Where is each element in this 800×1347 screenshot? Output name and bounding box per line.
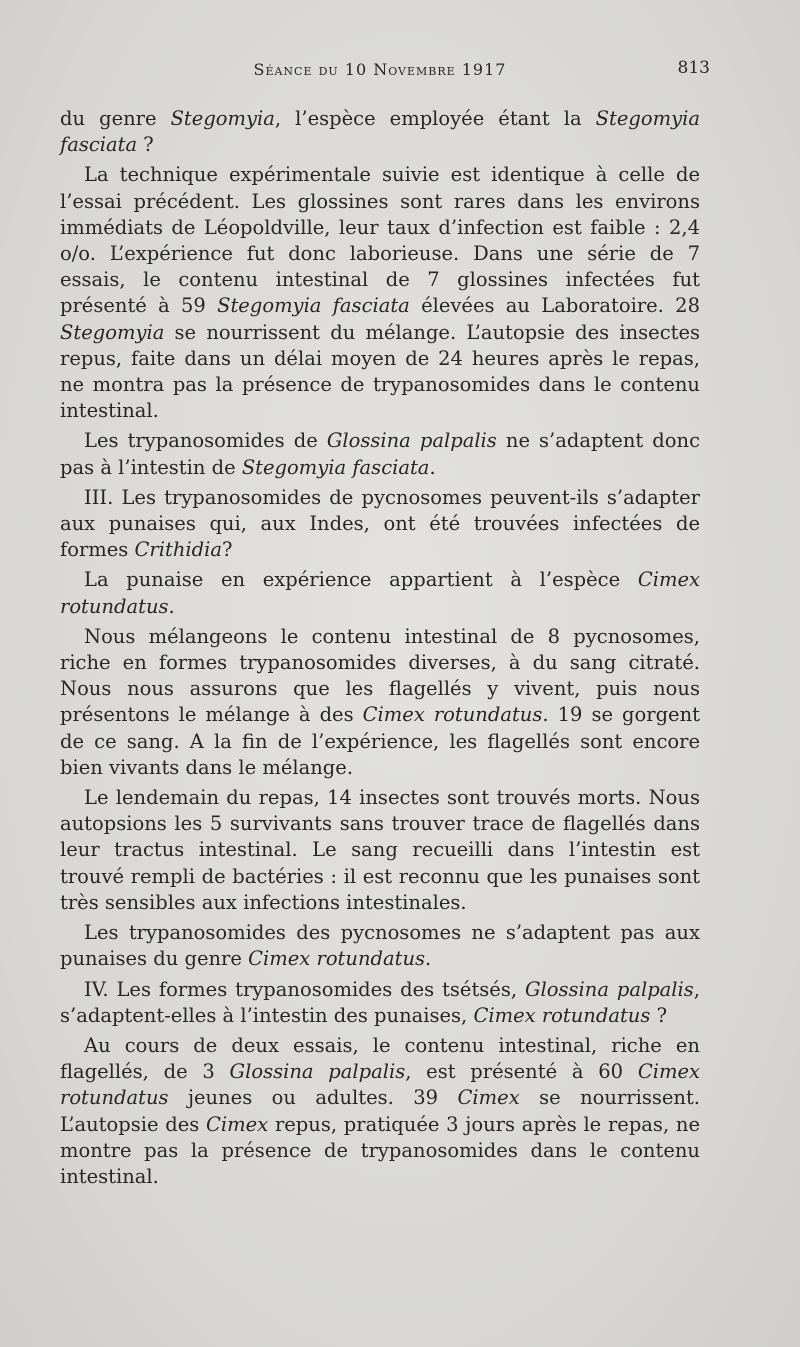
text-run: ne s’adaptent donc pas à l’intestin de [60, 429, 701, 479]
paragraph [60, 485, 700, 564]
paragraph [60, 920, 700, 972]
paragraph [60, 624, 700, 781]
page-header [0, 60, 800, 90]
text-run: jeunes ou adultes. 39 [168, 1086, 458, 1110]
italic-term: Cimex rotundatus [60, 1060, 700, 1110]
text-run: La technique expérimentale suivie est identique à celle de l’essai précédent. Les glossines sont rares dans les environs immédiats de Léopoldville, leur taux d’infection est faible : 2,4 o/o. L’expérience fut donc laborieuse. Dans une série de 7 essais, le contenu intestinal de 7 glossines infectées fut présenté à 59 [60, 163, 700, 318]
text-run: Nous mélangeons le contenu intestinal de 8 pycnosomes, riche en formes trypanosomides diverses, à du sang citraté. Nous nous assurons que les flagellés y vivent, puis nous présentons le mélange à des [60, 624, 700, 727]
text-run: Les trypanosomides de [84, 429, 327, 453]
italic-term: Glossina palpalis [524, 977, 694, 1001]
text-run: repus, pratiquée 3 jours après le repas, ne montre pas la présence de trypanosomides dans le contenu intestinal. [60, 1112, 700, 1188]
italic-term: Cimex rotundatus [60, 568, 700, 618]
text-run: , s’adaptent-elles à l’intestin des punaises, [60, 977, 700, 1027]
paragraph [60, 162, 700, 424]
text-run: élevées au Laboratoire. 28 [409, 294, 700, 318]
italic-term: Stegomyia fasciata [60, 107, 700, 157]
text-run: . [429, 455, 436, 479]
text-run: Les trypanosomides des pycnosomes ne s’adaptent pas aux punaises du genre [60, 921, 700, 971]
text-run: La punaise en expérience appartient à l’espèce [84, 568, 638, 592]
italic-term: Crithidia [134, 538, 222, 562]
text-run: ? [137, 133, 154, 157]
italic-term: Cimex rotundatus [248, 947, 426, 971]
italic-term: Stegomyia [170, 107, 275, 130]
text-run: Le lendemain du repas, 14 insectes sont trouvés morts. Nous autopsions les 5 survivants sans trouver trace de flagellés dans leur tractus intestinal. Le sang recueilli dans l’intestin est trouvé rempli de bactéries : il est reconnu que les punaises sont très sensibles aux infections intestinales. [60, 786, 700, 914]
paragraph [60, 785, 700, 916]
text-run: . [168, 594, 175, 618]
paragraph [60, 428, 700, 480]
body-text [60, 106, 700, 1194]
italic-term: Cimex rotundatus [473, 1003, 651, 1027]
text-run: Au cours de deux essais, le contenu intestinal, riche en flagellés, de 3 [60, 1033, 700, 1084]
italic-term: Cimex [457, 1086, 520, 1110]
italic-term: Stegomyia fasciata [217, 294, 410, 318]
text-run: se nourrissent du mélange. L’autopsie des insectes repus, faite dans un délai moyen de 24 heures après le repas, ne montra pas la présence de trypanosomides dans le contenu intestinal. [60, 320, 700, 423]
italic-term: Stegomyia fasciata [241, 455, 430, 479]
text-run: ? [650, 1003, 668, 1027]
paragraph [60, 977, 700, 1029]
text-run: , l’espèce employée étant la [274, 107, 596, 130]
text-run: , est présenté à 60 [405, 1060, 638, 1084]
italic-term: Glossina palpalis [229, 1060, 406, 1084]
text-run: se nourrissent. L’autopsie des [60, 1086, 700, 1136]
paragraph [60, 106, 700, 158]
text-run: . 19 se gorgent de ce sang. A la fin de l’expérience, les flagellés sont encore bien vivants dans le mélange. [60, 703, 700, 779]
italic-term: Cimex rotundatus [362, 703, 543, 727]
text-run: IV. Les formes trypanosomides des tsétsés, [84, 977, 525, 1001]
running-head: Séance du 10 Novembre 1917 [253, 60, 507, 79]
italic-term: Glossina palpalis [326, 429, 497, 453]
text-run: ? [221, 538, 233, 562]
page-number: 813 [677, 58, 710, 78]
text-run: III. Les trypanosomides de pycnosomes peuvent-ils s’adapter aux punaises qui, aux Indes, ont été trouvées infectées de formes [60, 485, 700, 562]
italic-term: Stegomyia [60, 320, 165, 344]
paragraph [60, 1033, 700, 1190]
text-run: du genre [60, 107, 171, 130]
paragraph [60, 567, 700, 619]
italic-term: Cimex [206, 1112, 269, 1136]
text-run: . [425, 947, 432, 971]
